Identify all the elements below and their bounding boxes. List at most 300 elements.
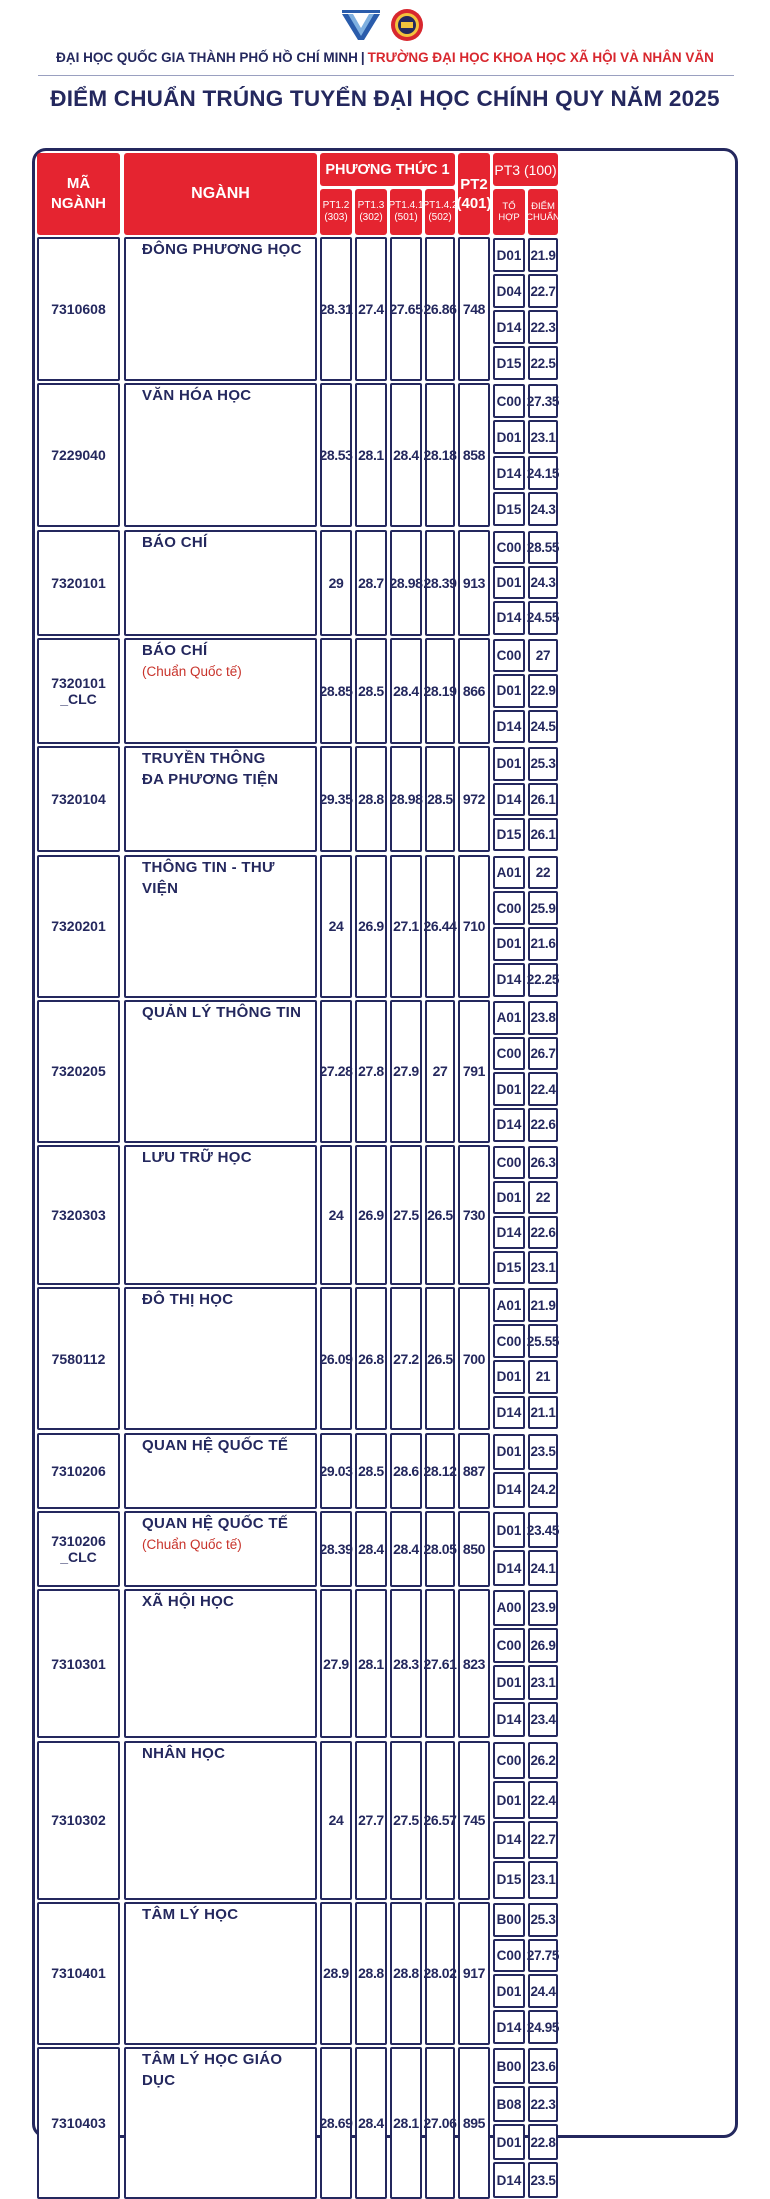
to-hop-code: D01 — [496, 1369, 522, 1385]
header-pt1-col — [390, 189, 422, 235]
header-pt1-col — [320, 189, 352, 235]
score-value: 26.5 — [427, 1350, 453, 1367]
table-cell-score — [425, 383, 455, 527]
header-nganh-label: NGÀNH — [191, 185, 250, 202]
to-hop-code: D01 — [496, 247, 522, 263]
major-code: 7310608 — [51, 301, 106, 317]
table-cell-diem-chuan — [528, 1939, 558, 1973]
score-value: 24 — [328, 918, 344, 934]
diem-chuan-value: 23.1 — [530, 1260, 556, 1276]
diem-chuan-value: 21.1 — [530, 1405, 556, 1421]
table-cell-diem-chuan — [528, 1472, 558, 1508]
table-cell-major — [124, 530, 317, 636]
table-cell-to-hop — [493, 2162, 525, 2198]
table-cell-major — [124, 855, 317, 998]
table-cell-major — [124, 1145, 317, 1285]
to-hop-code: D04 — [496, 283, 522, 299]
major-code: 7310206 — [51, 1462, 106, 1479]
diem-chuan-value: 23.4 — [530, 1712, 556, 1728]
table-cell-diem-chuan — [528, 1550, 558, 1586]
to-hop-code: B00 — [496, 1912, 522, 1928]
table-cell-to-hop — [493, 2124, 525, 2160]
to-hop-code: D01 — [496, 936, 522, 952]
table-cell-diem-chuan — [528, 674, 558, 707]
major-name: BÁO CHÍ — [142, 533, 208, 551]
table-cell-to-hop — [493, 456, 525, 490]
score-value: 28.85 — [319, 682, 353, 699]
score-value: 28.8 — [358, 1965, 384, 1982]
table-cell-major — [124, 1287, 317, 1430]
table-cell-to-hop — [493, 2010, 525, 2044]
score-value: 28.02 — [423, 1965, 457, 1982]
header-pt3-label: PT3 (100) — [494, 161, 557, 178]
diem-chuan-value: 22.8 — [530, 2134, 556, 2150]
diem-chuan-value: 22.5 — [530, 355, 556, 371]
table-cell-diem-chuan — [528, 531, 558, 564]
to-hop-code: B08 — [496, 2096, 522, 2112]
score-value: 28.8 — [393, 1965, 419, 1982]
table-cell-diem-chuan — [528, 2086, 558, 2122]
table-cell-diem-chuan — [528, 1181, 558, 1214]
to-hop-code: D01 — [496, 1081, 522, 1097]
table-cell-score — [425, 855, 455, 998]
score-value: 26.57 — [423, 1812, 457, 1829]
table-cell-diem-chuan — [528, 1628, 558, 1663]
table-cell-score — [458, 237, 490, 381]
table-cell-to-hop — [493, 492, 525, 526]
score-value: 26.9 — [358, 1207, 384, 1224]
to-hop-code: D15 — [496, 1260, 522, 1276]
score-value: 28.31 — [319, 301, 353, 317]
table-cell-score — [355, 2047, 387, 2199]
table-cell-to-hop — [493, 1821, 525, 1859]
to-hop-code: D14 — [496, 972, 522, 988]
score-value: 27.2 — [393, 1350, 419, 1367]
diem-chuan-value: 25.3 — [530, 756, 556, 772]
table-cell-diem-chuan — [528, 1072, 558, 1106]
score-value: 27 — [432, 1063, 448, 1080]
diem-chuan-value: 27.75 — [526, 1948, 560, 1964]
score-value: 29.35 — [319, 791, 353, 808]
to-hop-code: C00 — [496, 1752, 522, 1768]
table-cell-to-hop — [493, 1742, 525, 1780]
score-value: 791 — [462, 1063, 486, 1080]
table-cell-to-hop — [493, 2048, 525, 2084]
score-value: 710 — [462, 918, 486, 934]
table-cell-score — [390, 237, 422, 381]
diem-chuan-value: 22.7 — [530, 283, 556, 299]
table-cell-score — [425, 1511, 455, 1587]
to-hop-code: D15 — [496, 355, 522, 371]
table-cell-score — [390, 1902, 422, 2045]
table-cell-score — [320, 1145, 352, 1285]
table-cell-code — [37, 1433, 120, 1509]
to-hop-code: D01 — [496, 575, 522, 591]
table-cell-diem-chuan — [528, 1903, 558, 1937]
score-value: 887 — [462, 1462, 486, 1479]
vnu-logo-icon — [340, 10, 382, 40]
header-pt1-col-name: PT1.4.2 — [422, 200, 458, 211]
header-to-hop — [493, 189, 525, 235]
table-cell-to-hop — [493, 1974, 525, 2008]
score-value: 27.28 — [319, 1063, 353, 1080]
table-cell-to-hop — [493, 346, 525, 380]
major-name: XÃ HỘI HỌC — [142, 1593, 235, 1611]
table-cell-score — [390, 1511, 422, 1587]
header-pt3 — [493, 153, 558, 186]
to-hop-code: D15 — [496, 501, 522, 517]
table-cell-code — [37, 1000, 120, 1143]
header-diem-chuan-label: ĐIỂM CHUẨN — [526, 201, 560, 223]
score-value: 28.5 — [427, 791, 453, 808]
diem-chuan-value: 26.2 — [530, 1752, 556, 1768]
diem-chuan-value: 22.4 — [530, 1081, 556, 1097]
score-value: 28.4 — [393, 447, 419, 464]
score-value: 27.5 — [393, 1812, 419, 1829]
table-cell-score — [458, 1433, 490, 1509]
table-cell-score — [355, 1287, 387, 1430]
table-cell-score — [320, 530, 352, 636]
to-hop-code: D01 — [496, 1444, 522, 1460]
major-code: 7310206 — [51, 1533, 106, 1549]
table-cell-score — [425, 530, 455, 636]
table-cell-major — [124, 1433, 317, 1509]
score-value: 28.8 — [358, 791, 384, 808]
table-cell-diem-chuan — [528, 1001, 558, 1035]
score-value: 27.06 — [423, 2115, 457, 2132]
table-cell-score — [355, 1902, 387, 2045]
score-value: 28.12 — [423, 1462, 457, 1479]
table-cell-score — [458, 638, 490, 744]
table-cell-score — [355, 1741, 387, 1900]
table-cell-to-hop — [493, 1903, 525, 1937]
header-divider — [38, 75, 734, 76]
table-cell-score — [355, 638, 387, 744]
score-value: 28.53 — [319, 447, 353, 464]
to-hop-code: D01 — [496, 756, 522, 772]
table-cell-to-hop — [493, 1628, 525, 1663]
score-value: 27.7 — [358, 1812, 384, 1829]
table-cell-score — [390, 2047, 422, 2199]
major-name: TÂM LÝ HỌC GIÁO DỤC — [142, 2051, 283, 2090]
table-cell-code — [37, 383, 120, 527]
table-cell-to-hop — [493, 1360, 525, 1394]
table-cell-diem-chuan — [528, 1288, 558, 1322]
table-cell-score — [320, 383, 352, 527]
score-value: 823 — [462, 1655, 486, 1672]
table-cell-score — [355, 1511, 387, 1587]
table-cell-diem-chuan — [528, 891, 558, 925]
table-cell-major — [124, 1000, 317, 1143]
header-pt1-col-code: (302) — [359, 212, 383, 223]
table-cell-major — [124, 237, 317, 381]
table-cell-to-hop — [493, 891, 525, 925]
table-cell-score — [355, 383, 387, 527]
table-cell-score — [355, 237, 387, 381]
school-name: TRƯỜNG ĐẠI HỌC KHOA HỌC XÃ HỘI VÀ NHÂN VĂN — [367, 50, 714, 65]
score-value: 28.1 — [358, 447, 384, 464]
table-cell-diem-chuan — [528, 566, 558, 599]
table-cell-code — [37, 1589, 120, 1738]
diem-chuan-value: 24.3 — [530, 501, 556, 517]
diem-chuan-value: 22 — [535, 864, 551, 880]
diem-chuan-value: 24.15 — [526, 465, 560, 481]
diem-chuan-value: 26.9 — [530, 1637, 556, 1653]
table-cell-score — [390, 1145, 422, 1285]
table-cell-diem-chuan — [528, 818, 558, 851]
major-code: 7320101 — [51, 674, 106, 691]
score-value: 28.1 — [393, 2115, 419, 2132]
table-cell-score — [458, 2047, 490, 2199]
to-hop-code: D14 — [496, 1832, 522, 1848]
table-cell-code — [37, 530, 120, 636]
score-value: 913 — [462, 574, 486, 591]
table-cell-score — [458, 1741, 490, 1900]
diem-chuan-value: 23.1 — [530, 1872, 556, 1888]
major-name-line2: ĐA PHƯƠNG TIỆN — [142, 771, 279, 789]
table-cell-to-hop — [493, 1434, 525, 1470]
major-code: 7580112 — [51, 1350, 106, 1367]
table-cell-score — [390, 1741, 422, 1900]
diem-chuan-value: 26.1 — [530, 791, 556, 807]
table-cell-diem-chuan — [528, 1037, 558, 1071]
diem-chuan-value: 24.4 — [530, 1983, 556, 1999]
score-value: 24 — [328, 1812, 344, 1829]
score-value: 28.1 — [358, 1655, 384, 1672]
score-table — [32, 148, 738, 2188]
diem-chuan-value: 22.9 — [530, 683, 556, 699]
header-pt1-col-code: (501) — [394, 212, 418, 223]
to-hop-code: D01 — [496, 2134, 522, 2150]
table-cell-score — [390, 746, 422, 852]
table-cell-to-hop — [493, 1590, 525, 1625]
diem-chuan-value: 23.45 — [526, 1522, 560, 1538]
table-cell-score — [425, 638, 455, 744]
diem-chuan-value: 21.9 — [530, 247, 556, 263]
major-subtitle: (Chuẩn Quốc tế) — [142, 1537, 242, 1552]
score-value: 27.4 — [358, 301, 384, 317]
table-cell-to-hop — [493, 674, 525, 707]
score-value: 27.65 — [389, 301, 423, 317]
table-cell-to-hop — [493, 1702, 525, 1737]
table-cell-score — [320, 638, 352, 744]
header-pt1-col-name: PT1.4.1 — [388, 200, 424, 211]
table-cell-diem-chuan — [528, 2010, 558, 2044]
diem-chuan-value: 21.6 — [530, 936, 556, 952]
table-cell-diem-chuan — [528, 1434, 558, 1470]
header-diem-chuan — [528, 189, 558, 235]
table-cell-diem-chuan — [528, 1512, 558, 1548]
score-value: 28.18 — [423, 447, 457, 464]
score-value: 28.98 — [389, 574, 423, 591]
to-hop-code: D14 — [496, 718, 522, 734]
diem-chuan-value: 23.8 — [530, 1010, 556, 1026]
table-cell-score — [320, 1433, 352, 1509]
major-name: THÔNG TIN - THƯ VIỆN — [142, 858, 275, 897]
table-cell-score — [458, 1000, 490, 1143]
score-value: 28.98 — [389, 791, 423, 808]
table-cell-to-hop — [493, 1939, 525, 1973]
to-hop-code: D14 — [496, 465, 522, 481]
table-cell-score — [458, 1902, 490, 2045]
score-value: 28.4 — [358, 1541, 384, 1557]
score-value: 27.8 — [358, 1063, 384, 1080]
score-value: 748 — [462, 301, 486, 317]
diem-chuan-value: 22.3 — [530, 319, 556, 335]
major-code: 7310401 — [51, 1965, 106, 1982]
to-hop-code: D14 — [496, 2172, 522, 2188]
table-cell-score — [320, 855, 352, 998]
table-cell-score — [425, 1000, 455, 1143]
table-cell-score — [320, 1902, 352, 2045]
score-value: 895 — [462, 2115, 486, 2132]
major-code: 7229040 — [51, 447, 106, 464]
table-cell-score — [355, 855, 387, 998]
table-cell-diem-chuan — [528, 2124, 558, 2160]
table-cell-diem-chuan — [528, 2162, 558, 2198]
diem-chuan-value: 27 — [535, 648, 551, 664]
table-cell-to-hop — [493, 783, 525, 816]
table-cell-diem-chuan — [528, 601, 558, 634]
table-cell-score — [320, 1000, 352, 1143]
table-cell-score — [458, 1145, 490, 1285]
table-cell-to-hop — [493, 1251, 525, 1284]
to-hop-code: D01 — [496, 1983, 522, 1999]
to-hop-code: D14 — [496, 1482, 522, 1498]
to-hop-code: C00 — [496, 1045, 522, 1061]
header-pt1-col-name: PT1.3 — [357, 200, 385, 211]
score-value: 26.5 — [427, 1207, 453, 1224]
table-cell-to-hop — [493, 1781, 525, 1819]
table-cell-diem-chuan — [528, 927, 558, 961]
diem-chuan-value: 26.3 — [530, 1155, 556, 1171]
table-cell-major — [124, 1902, 317, 2045]
diem-chuan-value: 23.5 — [530, 2172, 556, 2188]
table-cell-score — [355, 530, 387, 636]
table-cell-to-hop — [493, 1181, 525, 1214]
to-hop-code: C00 — [496, 900, 522, 916]
table-cell-code — [37, 237, 120, 381]
table-cell-diem-chuan — [528, 492, 558, 526]
table-cell-score — [355, 746, 387, 852]
table-cell-code — [37, 855, 120, 998]
table-cell-code — [37, 638, 120, 744]
table-cell-code — [37, 1902, 120, 2045]
table-cell-diem-chuan — [528, 1396, 558, 1430]
table-cell-score — [458, 383, 490, 527]
diem-chuan-value: 24.5 — [530, 718, 556, 734]
major-code: 7320303 — [51, 1207, 106, 1224]
table-cell-diem-chuan — [528, 1146, 558, 1179]
table-cell-score — [425, 2047, 455, 2199]
diem-chuan-value: 22.6 — [530, 1225, 556, 1241]
table-cell-major — [124, 383, 317, 527]
score-value: 26.9 — [358, 918, 384, 934]
major-name: BÁO CHÍ — [142, 641, 208, 659]
ussh-logo-icon — [390, 8, 424, 42]
table-cell-to-hop — [493, 1550, 525, 1586]
table-cell-to-hop — [493, 1472, 525, 1508]
diem-chuan-value: 28.55 — [526, 539, 560, 555]
table-cell-score — [390, 383, 422, 527]
score-value: 28.3 — [393, 1655, 419, 1672]
to-hop-code: A01 — [496, 1297, 522, 1313]
score-value: 858 — [462, 447, 486, 464]
table-cell-to-hop — [493, 963, 525, 997]
table-cell-major — [124, 1589, 317, 1738]
major-name: TÂM LÝ HỌC — [142, 1905, 239, 1923]
table-cell-score — [320, 1511, 352, 1587]
table-cell-to-hop — [493, 856, 525, 890]
score-value: 972 — [462, 791, 486, 808]
table-cell-to-hop — [493, 420, 525, 454]
logo-bar — [0, 8, 770, 44]
diem-chuan-value: 23.1 — [530, 429, 556, 445]
table-cell-diem-chuan — [528, 1216, 558, 1249]
table-cell-diem-chuan — [528, 1360, 558, 1394]
major-code-suffix: _CLC — [60, 1549, 97, 1565]
table-cell-diem-chuan — [528, 1251, 558, 1284]
header-to-hop-label: TỔ HỢP — [498, 201, 520, 223]
table-cell-score — [355, 1433, 387, 1509]
table-cell-diem-chuan — [528, 1665, 558, 1700]
score-value: 866 — [462, 682, 486, 699]
table-cell-to-hop — [493, 710, 525, 743]
score-value: 28.4 — [393, 682, 419, 699]
to-hop-code: B00 — [496, 2058, 522, 2074]
table-cell-to-hop — [493, 601, 525, 634]
table-cell-to-hop — [493, 1216, 525, 1249]
table-cell-to-hop — [493, 566, 525, 599]
score-value: 745 — [462, 1812, 486, 1829]
header-ma-nganh-label: MÃ NGÀNH — [51, 175, 106, 212]
table-cell-score — [390, 855, 422, 998]
table-cell-score — [425, 1433, 455, 1509]
diem-chuan-value: 24.55 — [526, 610, 560, 626]
table-cell-score — [355, 1000, 387, 1143]
major-name: QUAN HỆ QUỐC TẾ — [142, 1436, 289, 1454]
major-code: 7310302 — [51, 1812, 106, 1829]
table-cell-diem-chuan — [528, 274, 558, 308]
score-value: 850 — [462, 1541, 486, 1557]
table-cell-major — [124, 1511, 317, 1587]
header-pt1-col-code: (303) — [324, 212, 348, 223]
table-cell-score — [390, 1589, 422, 1738]
university-name: ĐẠI HỌC QUỐC GIA THÀNH PHỐ HỒ CHÍ MINH — [56, 50, 358, 65]
major-subtitle: (Chuẩn Quốc tế) — [142, 663, 242, 679]
header-pt2 — [458, 153, 490, 235]
score-value: 730 — [462, 1207, 486, 1224]
diem-chuan-value: 22 — [535, 1190, 551, 1206]
major-name: TRUYỀN THÔNG — [142, 750, 266, 768]
major-name: QUẢN LÝ THÔNG TIN — [142, 1003, 302, 1021]
to-hop-code: D14 — [496, 1117, 522, 1133]
table-cell-score — [425, 1145, 455, 1285]
major-name: QUAN HỆ QUỐC TẾ — [142, 1515, 289, 1532]
table-cell-score — [390, 638, 422, 744]
table-cell-diem-chuan — [528, 1821, 558, 1859]
table-cell-score — [458, 855, 490, 998]
table-cell-diem-chuan — [528, 710, 558, 743]
to-hop-code: D01 — [496, 429, 522, 445]
diem-chuan-value: 22.6 — [530, 1117, 556, 1133]
table-cell-score — [390, 1287, 422, 1430]
table-cell-code — [37, 1287, 120, 1430]
table-cell-to-hop — [493, 1396, 525, 1430]
header-pt1-col-name: PT1.2 — [322, 200, 350, 211]
diem-chuan-value: 25.55 — [526, 1333, 560, 1349]
to-hop-code: C00 — [496, 1948, 522, 1964]
